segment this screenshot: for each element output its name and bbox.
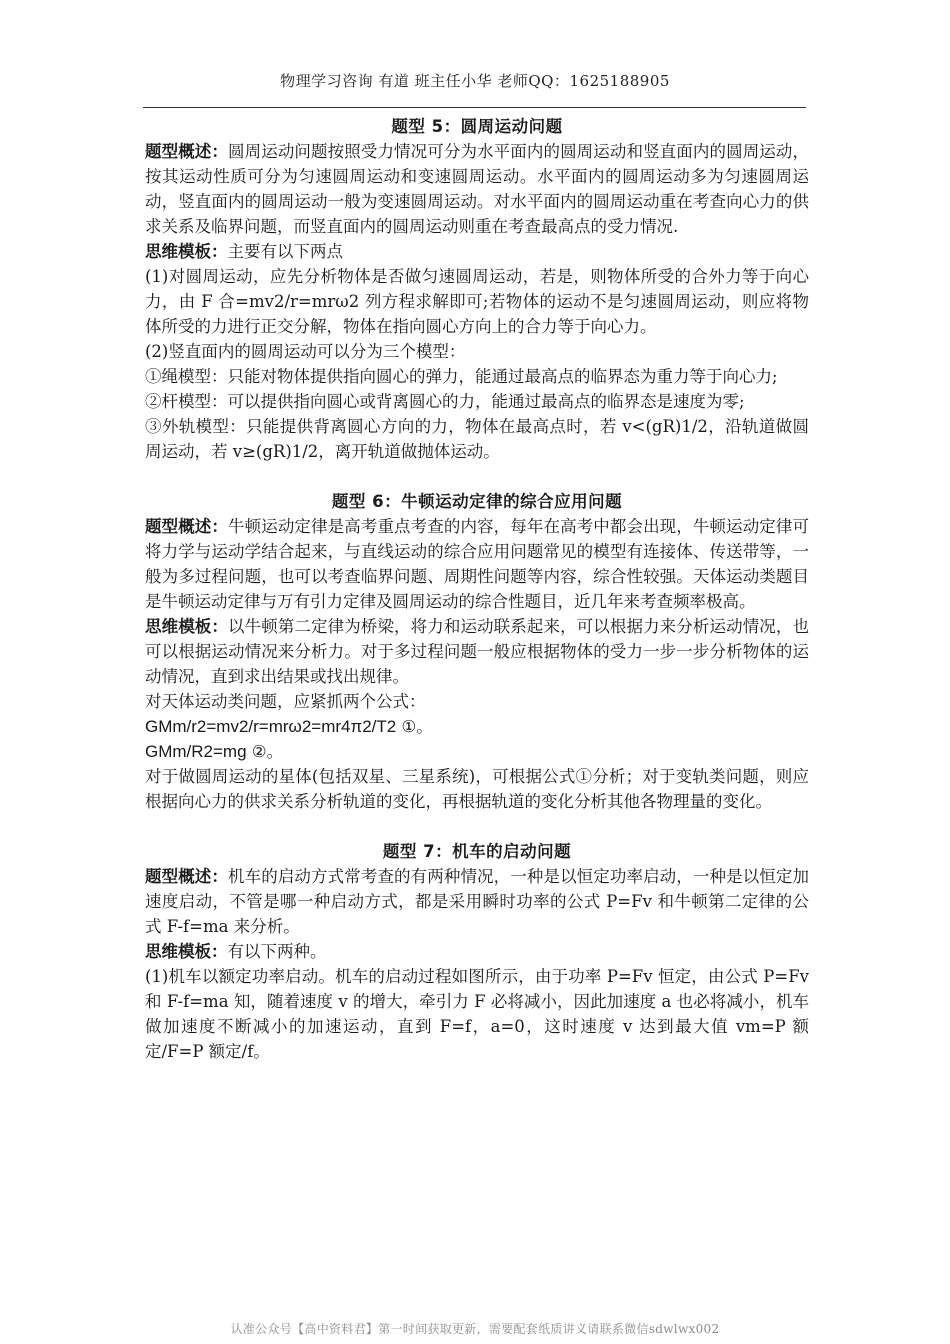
section-circular-motion <box>145 114 809 464</box>
point-rod-model: ②杆模型：可以提供指向圆心或背离圆心的力，能通过最高点的临界态是速度为零; <box>145 392 745 411</box>
template-text: 主要有以下两点 <box>227 242 343 261</box>
overview-paragraph <box>145 864 809 939</box>
overview-text: 机车的启动方式常考查的有两种情况，一种是以恒定功率启动，一种是以恒定加速度启动，不管是哪一种启动方式，都是采用瞬时功率的公式 P=Fv 和牛顿第二定律的公式 F-f=ma 来分析。 <box>145 867 810 936</box>
conclusion-paragraph: 对于做圆周运动的星体(包括双星、三星系统)，可根据公式①分析；对于变轨类问题，则应根据向心力的供求关系分析轨道的变化，再根据轨道的变化分析其他各物理量的变化。 <box>145 767 809 811</box>
point-outer-track-model: ③外轨模型：只能提供背离圆心方向的力，物体在最高点时，若 v<(gR)1/2，沿轨道做圆周运动，若 v≥(gR)1/2，离开轨道做抛体运动。 <box>145 417 809 461</box>
formula-2-expression: GMm/R2=mg <box>145 742 247 761</box>
overview-label: 题型概述： <box>145 517 229 536</box>
template-paragraph <box>145 939 809 964</box>
point-1: (1)对圆周运动，应先分析物体是否做匀速圆周运动，若是，则物体所受的合外力等于向心力，由 F 合=mv2/r=mrω2 列方程求解即可;若物体的运动不是匀速圆周运动，则应将物体所受的力进行正交分解，物体在指向圆心方向上的合力等于向心力。 <box>145 267 809 336</box>
template-text: 以牛顿第二定律为桥梁，将力和运动联系起来，可以根据力来分析运动情况，也可以根据运动情况来分析力。对于多过程问题一般应根据物体的受力一步一步分析物体的运动情况，直到求出结果或找出规律。 <box>145 617 810 686</box>
template-label: 思维模板： <box>145 617 229 636</box>
section-title: 题型 5：圆周运动问题 <box>391 117 563 136</box>
overview-text: 牛顿运动定律是高考重点考查的内容，每年在高考中都会出现，牛顿运动定律可将力学与运动学结合起来，与直线运动的综合应用问题常见的模型有连接体、传送带等，一般为多过程问题，也可以考查临界问题、周期性问题等内容，综合性较强。天体运动类题目是牛顿运动定律与万有引力定律及圆周运动的综合性题目，近几年来考查频率极高。 <box>145 517 810 611</box>
point-2: (2)竖直面内的圆周运动可以分为三个模型： <box>145 342 466 361</box>
section-newton-laws <box>145 489 809 814</box>
formula-1 <box>145 714 809 739</box>
header-divider <box>143 107 806 108</box>
page-footer: 认准公众号【高中资料君】第一时间获取更新，需要配套纸质讲义请联系微信sdwlwx002 <box>230 1322 720 1336</box>
overview-paragraph <box>145 139 809 239</box>
formula-2 <box>145 739 809 764</box>
template-text: 有以下两种。 <box>227 942 327 961</box>
template-paragraph <box>145 614 809 689</box>
overview-text: 圆周运动问题按照受力情况可分为水平面内的圆周运动和竖直面内的圆周运动，按其运动性质可分为匀速圆周运动和变速圆周运动。水平面内的圆周运动多为匀速圆周运动，竖直面内的圆周运动一般为变速圆周运动。对水平面内的圆周运动重在考查向心力的供求关系及临界问题，而竖直面内的圆周运动则重在考查最高点的受力情况. <box>145 142 810 236</box>
point-rope-model: ①绳模型：只能对物体提供指向圆心的弹力，能通过最高点的临界态为重力等于向心力; <box>145 367 778 386</box>
overview-label: 题型概述： <box>145 142 229 161</box>
page-header: 物理学习咨询 有道 班主任小华 老师QQ：1625188905 <box>280 72 670 90</box>
section-title: 题型 7：机车的启动问题 <box>382 842 572 861</box>
formula-1-expression: GMm/r2=mv2/r=mrω2=mr4π2/T2 <box>145 717 397 736</box>
document-body <box>145 114 809 1064</box>
section-title: 题型 6：牛顿运动定律的综合应用问题 <box>331 492 623 511</box>
formula-2-mark: ②。 <box>246 742 284 761</box>
overview-label: 题型概述： <box>145 867 229 886</box>
overview-paragraph <box>145 514 809 614</box>
point-1: (1)机车以额定功率启动。机车的启动过程如图所示，由于功率 P=Fv 恒定，由公式 P=Fv 和 F-f=ma 知，随着速度 v 的增大，牵引力 F 必将减小，因此加速度 a 也必将减小，机车做加速度不断减小的加速运动，直到 F=f，a=0，这时速度 v 达到最大值 vm=P 额定/F=P 额定/f。 <box>145 967 809 1061</box>
template-label: 思维模板： <box>145 242 228 261</box>
template-paragraph <box>145 239 809 264</box>
section-locomotive-start <box>145 839 809 1064</box>
template-label: 思维模板： <box>145 942 228 961</box>
formula-intro: 对天体运动类问题，应紧抓两个公式： <box>145 692 426 711</box>
formula-1-mark: ①。 <box>396 717 433 736</box>
